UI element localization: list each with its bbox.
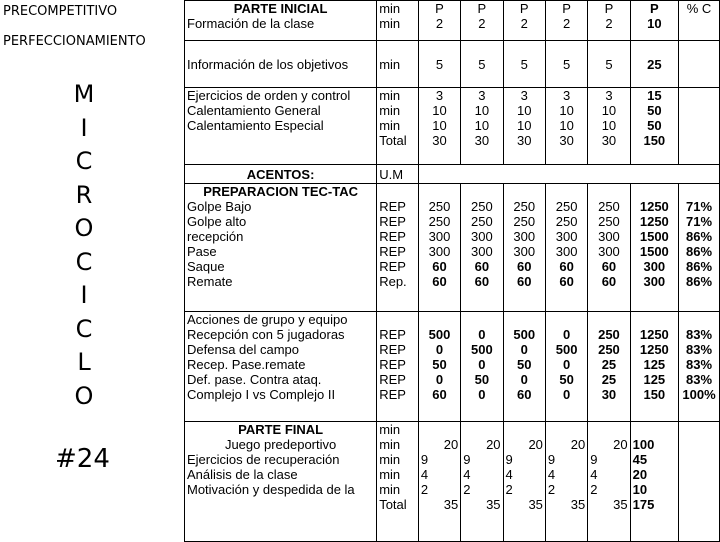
vertical-letter: C [75, 314, 93, 343]
warmup-col [418, 88, 460, 165]
activity-label: Ejercicios de orden y control [187, 88, 351, 103]
group-pct [679, 312, 720, 422]
value: 2 [590, 482, 598, 497]
total-value: 50 [647, 118, 662, 133]
pct-value: 83% [686, 357, 713, 372]
prep-col [418, 184, 460, 312]
value: 2 [478, 16, 486, 31]
value: 9 [420, 452, 429, 467]
period-cell [461, 1, 503, 41]
value: 10 [432, 118, 447, 133]
value: 35 [486, 497, 501, 512]
value: 0 [562, 327, 571, 342]
activity-label: Calentamiento Especial [187, 118, 324, 133]
unit-label: min [379, 118, 401, 133]
unit-label: min [379, 16, 401, 31]
vertical-letter: I [80, 113, 88, 142]
value: 25 [601, 357, 617, 372]
prep-col [545, 184, 587, 312]
value: 35 [528, 497, 543, 512]
activity-label: Calentamiento General [187, 103, 321, 118]
activity-label: Recepción con 5 jugadoras [187, 327, 345, 342]
value: 2 [547, 482, 556, 497]
group-col [545, 312, 587, 422]
value: 300 [555, 244, 578, 259]
total-value: 1250 [639, 214, 669, 229]
training-plan-table [184, 0, 720, 542]
value: 0 [520, 372, 528, 387]
pct-value: 71% [686, 199, 713, 214]
unit-label: Total [379, 133, 407, 148]
value: 3 [605, 88, 613, 103]
unit-label: REP [379, 214, 406, 229]
value: 500 [471, 342, 493, 357]
value: 20 [528, 437, 543, 452]
total-value: 150 [643, 387, 666, 402]
vertical-letter: I [80, 281, 88, 309]
vertical-letter: R [75, 180, 93, 209]
pct-value: 83% [686, 327, 713, 342]
total-value: 45 [632, 452, 648, 467]
value: 2 [605, 16, 613, 31]
value: 20 [613, 437, 628, 452]
total-value: 10 [647, 16, 662, 31]
total-value: 50 [647, 103, 662, 118]
pct-value: 86% [686, 259, 713, 274]
unit-label: min [379, 103, 401, 118]
value: 5 [545, 41, 587, 88]
value: 250 [471, 214, 493, 229]
total-cell [630, 1, 678, 41]
value: 250 [598, 342, 620, 357]
value: 250 [598, 214, 620, 229]
period-header: P [604, 1, 614, 16]
value: 4 [547, 467, 556, 482]
vertical-letter: C [75, 247, 93, 276]
value: 10 [559, 118, 574, 133]
vertical-letter: O [74, 214, 94, 242]
value: 10 [516, 103, 532, 118]
activity-label: Juego predeportivo [224, 437, 337, 452]
pct-header: % C [679, 1, 720, 41]
final-col [418, 422, 460, 542]
prep-col [588, 184, 630, 312]
value: 300 [428, 229, 451, 244]
group-col [588, 312, 630, 422]
value: 2 [420, 482, 429, 497]
final-col [588, 422, 630, 542]
prep-pct [679, 184, 720, 312]
value: 9 [505, 452, 513, 467]
activity-label: Golpe Bajo [187, 199, 252, 214]
warmup-col [503, 88, 545, 165]
value: 2 [505, 482, 513, 497]
value: 35 [613, 497, 628, 512]
value: 30 [474, 133, 490, 148]
period-header: P [435, 1, 444, 16]
value: 60 [516, 387, 532, 402]
total-value: 20 [632, 467, 648, 482]
value: 3 [520, 88, 528, 103]
vertical-letter: C [75, 147, 93, 175]
unit-label: min [379, 422, 401, 437]
value: 5 [588, 41, 630, 88]
value: 60 [559, 259, 574, 274]
period-header: P [519, 1, 529, 16]
value: 25 [601, 372, 617, 387]
group-units [377, 312, 419, 422]
initial-part-cell [185, 1, 377, 41]
value: 300 [598, 229, 620, 244]
value: 250 [598, 199, 620, 214]
unit-label: REP [379, 199, 406, 214]
microcycle-vertical-label [64, 78, 104, 413]
value: 9 [463, 452, 471, 467]
pct-value: 71% [686, 214, 713, 229]
value: 4 [463, 467, 471, 482]
value: 3 [435, 88, 444, 103]
prep-col [503, 184, 545, 312]
activity-label: Ejercicios de recuperación [187, 452, 340, 467]
pct-value: 86% [686, 229, 713, 244]
warmup-col [545, 88, 587, 165]
value: 0 [435, 372, 444, 387]
activity-label: Formación de la clase [187, 16, 315, 31]
value: 9 [590, 452, 598, 467]
total-value: 100 [632, 437, 655, 452]
unit-label: min [379, 437, 401, 452]
unit-label: Total [379, 497, 407, 512]
value: 35 [570, 497, 586, 512]
period-cell [503, 1, 545, 41]
value: 10 [601, 118, 617, 133]
pct-cell [679, 88, 720, 165]
total-value: 1500 [639, 244, 669, 259]
warmup-activities [185, 88, 377, 165]
group-heading: Acciones de grupo y equipo [187, 312, 348, 327]
value: 5 [503, 41, 545, 88]
value: 300 [598, 244, 620, 259]
value: 60 [601, 274, 617, 289]
period-cell [588, 1, 630, 41]
value: 4 [505, 467, 513, 482]
value: 50 [474, 372, 490, 387]
activity-label: recepción [187, 229, 244, 244]
final-heading: PARTE FINAL [238, 422, 324, 437]
unit-cell [377, 1, 419, 41]
activity-label: Saque [187, 259, 225, 274]
unit-label: REP [379, 342, 406, 357]
value: 5 [461, 41, 503, 88]
value: 0 [435, 342, 444, 357]
total-value: 10 [632, 482, 648, 497]
value: 2 [463, 482, 471, 497]
value: 0 [478, 357, 486, 372]
activity-label: Recep. Pase.remate [187, 357, 306, 372]
value: 10 [559, 103, 574, 118]
total-value: 25 [630, 41, 678, 88]
final-units [377, 422, 419, 542]
value: 5 [418, 41, 460, 88]
value: 60 [474, 274, 490, 289]
period-cell [545, 1, 587, 41]
value: 300 [471, 229, 493, 244]
value: 3 [478, 88, 486, 103]
period-header: P [649, 1, 659, 16]
value: 60 [516, 259, 532, 274]
pct-cell [679, 41, 720, 88]
total-value: 1250 [639, 327, 669, 342]
initial-part-heading: PARTE INICIAL [233, 1, 328, 16]
period-header: P [562, 1, 571, 16]
value: 0 [478, 327, 486, 342]
accents-row [185, 165, 720, 184]
unit-label: REP [379, 327, 406, 342]
value: 500 [513, 327, 536, 342]
pct-value: 100% [682, 387, 716, 402]
activity-label: Pase [187, 244, 217, 259]
value: 250 [471, 199, 493, 214]
value: 250 [428, 199, 451, 214]
table-row [185, 41, 720, 88]
value: 2 [435, 16, 444, 31]
pct-value: 86% [686, 244, 713, 259]
left-panel [0, 0, 183, 540]
value: 35 [443, 497, 459, 512]
total-value: 1250 [639, 342, 669, 357]
unit-label: REP [379, 372, 406, 387]
period-cell [418, 1, 460, 41]
activity-label: Análisis de la clase [187, 467, 298, 482]
value: 10 [516, 118, 532, 133]
activity-label: Golpe alto [187, 214, 247, 229]
value: 60 [601, 259, 617, 274]
activity-label: Motivación y despedida de la [187, 482, 355, 497]
group-activities [185, 312, 377, 422]
unit-label: min [379, 88, 401, 103]
total-value: 300 [643, 274, 666, 289]
unit-label: min [379, 482, 401, 497]
total-value: 15 [647, 88, 662, 103]
value: 10 [474, 103, 490, 118]
accents-unit: U.M [377, 165, 419, 184]
value: 4 [420, 467, 429, 482]
group-col [418, 312, 460, 422]
value: 250 [598, 327, 620, 342]
header-row [185, 1, 720, 41]
pct-value: 86% [686, 274, 713, 289]
value: 0 [478, 387, 486, 402]
unit-label: min [379, 467, 401, 482]
value: 2 [520, 16, 528, 31]
prep-totals [630, 184, 678, 312]
value: 300 [428, 244, 451, 259]
final-col [545, 422, 587, 542]
value: 30 [559, 133, 574, 148]
unit-label: Rep. [379, 274, 407, 289]
phase-subtitle: PERFECCIONAMIENTO [3, 34, 146, 49]
vertical-letter: O [74, 381, 94, 410]
value: 3 [562, 88, 571, 103]
value: 250 [555, 199, 578, 214]
value: 500 [428, 327, 451, 342]
value: 0 [562, 387, 571, 402]
activity-label: Remate [187, 274, 233, 289]
prep-units [377, 184, 419, 312]
value: 2 [562, 16, 571, 31]
warmup-col [588, 88, 630, 165]
value: 60 [432, 387, 447, 402]
prep-col [461, 184, 503, 312]
final-totals [630, 422, 678, 542]
unit-label: REP [379, 229, 406, 244]
warmup-totals [630, 88, 678, 165]
total-value: 1250 [639, 199, 669, 214]
value: 300 [513, 244, 536, 259]
unit-label: min [377, 41, 419, 88]
value: 4 [590, 467, 598, 482]
total-value: 125 [643, 372, 666, 387]
value: 20 [486, 437, 501, 452]
activity-label: Def. pase. Contra ataq. [187, 372, 322, 387]
value: 10 [474, 118, 490, 133]
vertical-letter: L [77, 348, 91, 376]
value: 10 [601, 103, 617, 118]
value: 250 [428, 214, 451, 229]
session-number: #24 [55, 444, 110, 474]
value: 0 [562, 357, 571, 372]
activity-label: Defensa del campo [187, 342, 300, 357]
group-col [461, 312, 503, 422]
prep-activities [185, 184, 377, 312]
total-value: 175 [632, 497, 655, 512]
value: 50 [432, 357, 447, 372]
group-row [185, 312, 720, 422]
unit-label: REP [379, 259, 406, 274]
unit-label: REP [379, 244, 406, 259]
value: 60 [432, 274, 447, 289]
value: 10 [432, 103, 447, 118]
value: 250 [555, 214, 578, 229]
value: 300 [513, 229, 536, 244]
value: 20 [443, 437, 459, 452]
prep-row [185, 184, 720, 312]
unit-header: min [379, 1, 401, 16]
value: 30 [516, 133, 532, 148]
value: 60 [516, 274, 532, 289]
final-activities [185, 422, 377, 542]
pct-cell [679, 422, 720, 542]
value: 300 [555, 229, 578, 244]
value: 50 [516, 357, 532, 372]
accents-label: ACENTOS: [185, 165, 377, 184]
final-col [461, 422, 503, 542]
total-value: 150 [643, 133, 666, 148]
pct-value: 83% [686, 372, 713, 387]
total-value: 1500 [639, 229, 669, 244]
warmup-row [185, 88, 720, 165]
value: 60 [559, 274, 574, 289]
value: 30 [601, 133, 617, 148]
value: 20 [570, 437, 586, 452]
warmup-col [461, 88, 503, 165]
unit-label: REP [379, 357, 406, 372]
value: 9 [547, 452, 556, 467]
empty-cell [418, 165, 719, 184]
vertical-letter: M [73, 80, 95, 108]
value: 30 [601, 387, 617, 402]
unit-label: REP [379, 387, 406, 402]
prep-heading: PREPARACION TEC-TAC [203, 184, 358, 199]
total-value: 125 [643, 357, 666, 372]
warmup-units [377, 88, 419, 165]
period-header: P [477, 1, 487, 16]
value: 50 [559, 372, 574, 387]
value: 0 [520, 342, 528, 357]
phase-title: PRECOMPETITIVO [3, 4, 118, 19]
total-value: 300 [643, 259, 666, 274]
unit-label: min [379, 452, 401, 467]
final-col [503, 422, 545, 542]
value: 60 [432, 259, 447, 274]
value: 30 [432, 133, 447, 148]
group-col [503, 312, 545, 422]
final-row [185, 422, 720, 542]
activity-label: Complejo I vs Complejo II [187, 387, 336, 402]
pct-value: 83% [686, 342, 713, 357]
value: 500 [555, 342, 578, 357]
value: 250 [513, 214, 536, 229]
value: 60 [474, 259, 490, 274]
activity-label: Información de los objetivos [185, 41, 377, 88]
group-totals [630, 312, 678, 422]
value: 250 [513, 199, 536, 214]
value: 300 [471, 244, 493, 259]
